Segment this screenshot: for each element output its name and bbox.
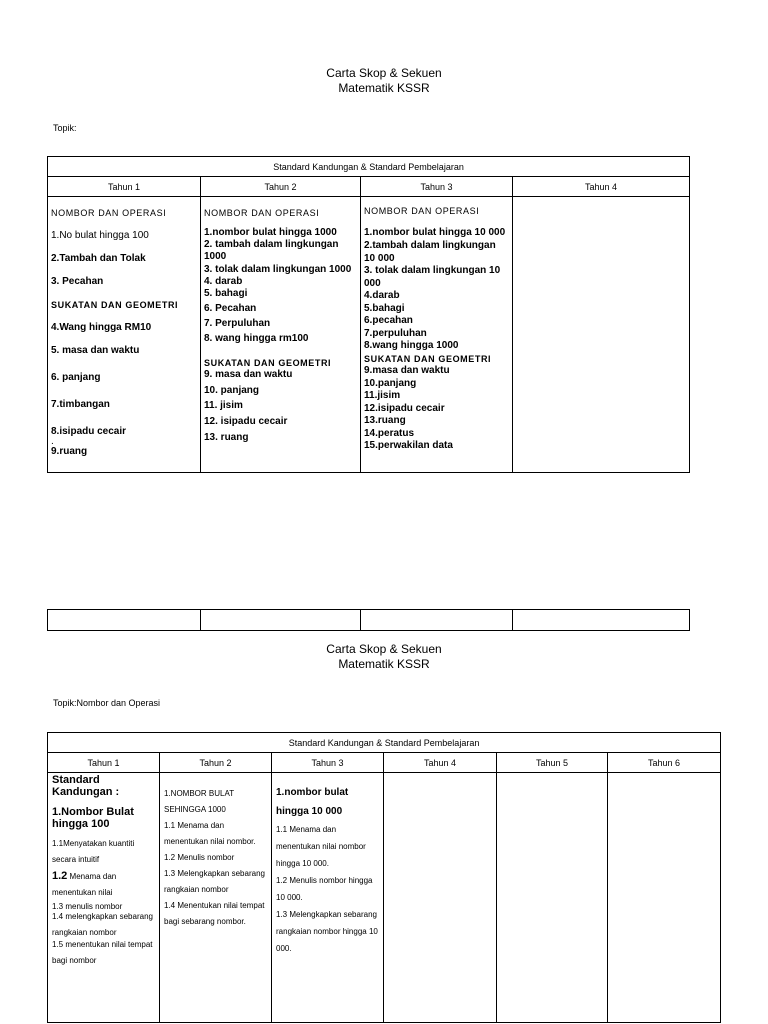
list-item: 5. masa dan waktu: [51, 345, 140, 356]
page1-tahun4-cell: [513, 197, 690, 473]
list-item: 1.3 Melengkapkan sebarang rangkaian nombor: [164, 869, 265, 894]
page2-topik-label: Topik:Nombor dan Operasi: [53, 698, 161, 708]
list-item: SUKATAN DAN GEOMETRI: [51, 300, 179, 310]
page1-year-1: Tahun 1: [48, 177, 201, 197]
list-item: SUKATAN DAN GEOMETRI: [364, 353, 492, 364]
page1-title-line2: Matematik KSSR: [338, 81, 430, 95]
list-item: 10.panjang: [364, 377, 417, 389]
list-item: 11. jisim: [204, 400, 243, 411]
list-item: 1.No bulat hingga 100: [51, 230, 149, 241]
list-item: 6. panjang: [51, 372, 101, 383]
page2-year-2: Tahun 2: [160, 753, 272, 773]
page2-tahun2-cell: [160, 773, 272, 1023]
list-item: 4.darab: [364, 290, 400, 301]
page1-year-3: Tahun 3: [361, 177, 513, 197]
list-item: 1.1 Menama dan menentukan nilai nombor.: [164, 821, 256, 846]
list-item: 1.3 Melengkapkan sebarang rangkaian nombor hingga 10 000.: [276, 910, 378, 953]
page1-title: [0, 66, 768, 96]
list-item: 7.perpuluhan: [364, 327, 427, 339]
list-item: 5. bahagi: [204, 288, 248, 299]
list-item: 1.5 menentukan nilai tempat bagi nombor: [52, 940, 153, 965]
list-item: 12. isipadu cecair: [204, 416, 288, 427]
page1-tahun2-cell: [201, 197, 361, 473]
list-item: 11.jisim: [364, 390, 401, 401]
list-item: NOMBOR DAN OPERASI: [204, 208, 320, 218]
empty-strip-table: [47, 609, 690, 631]
list-item: 10. panjang: [204, 385, 260, 396]
list-item: 1.1 Menama dan menentukan nilai nombor hingga 10 000.: [276, 825, 366, 868]
page2-table: [47, 732, 721, 1023]
list-item: 4. darab: [204, 276, 243, 287]
list-item: 6.pecahan: [364, 315, 413, 326]
page1-table-heading: Standard Kandungan & Standard Pembelajaran: [48, 157, 690, 177]
page2-year-1: Tahun 1: [48, 753, 160, 773]
list-item: 1.nombor bulat hingga 1000: [204, 227, 337, 238]
list-item: 1.1Menyatakan kuantiti secara intuitif: [52, 839, 135, 864]
list-item: 15.perwakilan data: [364, 440, 453, 451]
list-item: 4.Wang hingga RM10: [51, 322, 152, 333]
list-item: 2. tambah dalam lingkungan 1000: [204, 239, 339, 262]
page2-tahun3-cell: [272, 773, 384, 1023]
list-item: 1.nombor bulat hingga 10 000: [364, 227, 506, 238]
list-item: NOMBOR DAN OPERASI: [364, 206, 480, 216]
empty-cell: [48, 610, 201, 631]
list-item: 14.peratus: [364, 427, 415, 439]
page1-topik-label: Topik:: [53, 123, 77, 133]
page2-year-5: Tahun 5: [497, 753, 608, 773]
list-item: 1.2 Menulis nombor: [164, 853, 235, 862]
empty-cell: [513, 610, 690, 631]
page2-title: [0, 642, 768, 672]
list-item: 1.3 menulis nombor: [52, 902, 123, 911]
page2-table-heading: Standard Kandungan & Standard Pembelajaran: [48, 733, 721, 753]
list-item: 7. Perpuluhan: [204, 318, 271, 329]
page2-tahun5-cell: [497, 773, 608, 1023]
page2-title-line2: Matematik KSSR: [338, 657, 430, 671]
list-item: 8.isipadu cecair: [51, 426, 127, 437]
page1-year-4: Tahun 4: [513, 177, 690, 197]
list-item: 1.2 Menulis nombor hingga 10 000.: [276, 876, 373, 902]
list-item: 1.nombor bulat hingga 10 000: [276, 787, 349, 817]
list-item: 1.2 Menama dan menentukan nilai: [52, 870, 117, 897]
list-item: 9. masa dan waktu: [204, 369, 293, 380]
list-item: 1.NOMBOR BULAT SEHINGGA 1000: [164, 789, 234, 814]
list-item: 3. tolak dalam lingkungan 10 000: [364, 265, 501, 289]
list-item: 1.4 melengkapkan sebarang rangkaian nombor: [52, 912, 153, 937]
list-item: 2.tambah dalam lingkungan 10 000: [364, 240, 496, 264]
page2-title-line1: Carta Skop & Sekuen: [326, 642, 442, 656]
page1-table: [47, 156, 690, 473]
page2-year-4: Tahun 4: [384, 753, 497, 773]
page1-year-2: Tahun 2: [201, 177, 361, 197]
list-item: 1.Nombor Bulat hingga 100: [52, 806, 134, 830]
page1-tahun3-cell: [361, 197, 513, 473]
list-item: 8. wang hingga rm100: [204, 333, 309, 344]
list-item: 3. Pecahan: [51, 276, 104, 287]
empty-cell: [361, 610, 513, 631]
list-item: 9.ruang: [51, 446, 88, 457]
list-item: Standard Kandungan :: [52, 774, 120, 798]
page2-tahun4-cell: [384, 773, 497, 1023]
list-item: SUKATAN DAN GEOMETRI: [204, 358, 332, 368]
page2-tahun6-cell: [608, 773, 721, 1023]
list-item: 9.masa dan waktu: [364, 365, 450, 376]
page1-title-line1: Carta Skop & Sekuen: [326, 66, 442, 80]
list-item: 6. Pecahan: [204, 303, 257, 314]
page2-year-3: Tahun 3: [272, 753, 384, 773]
list-item: 12.isipadu cecair: [364, 402, 445, 414]
list-item: 1.4 Menentukan nilai tempat bagi sebarang nombor.: [164, 901, 265, 926]
page1-tahun1-cell: [48, 197, 201, 473]
list-item: NOMBOR DAN OPERASI: [51, 208, 167, 218]
page2-year-6: Tahun 6: [608, 753, 721, 773]
page2-tahun1-cell: [48, 773, 160, 1023]
list-item: 2.Tambah dan Tolak: [51, 253, 146, 264]
list-item: 7.timbangan: [51, 399, 110, 410]
list-item: 8.wang hingga 1000: [364, 340, 459, 351]
list-item: .: [51, 436, 54, 447]
empty-cell: [201, 610, 361, 631]
list-item: 13. ruang: [204, 432, 249, 443]
list-item: 5.bahagi: [364, 302, 405, 314]
list-item: 13.ruang: [364, 415, 406, 426]
list-item: 3. tolak dalam lingkungan 1000: [204, 264, 352, 275]
